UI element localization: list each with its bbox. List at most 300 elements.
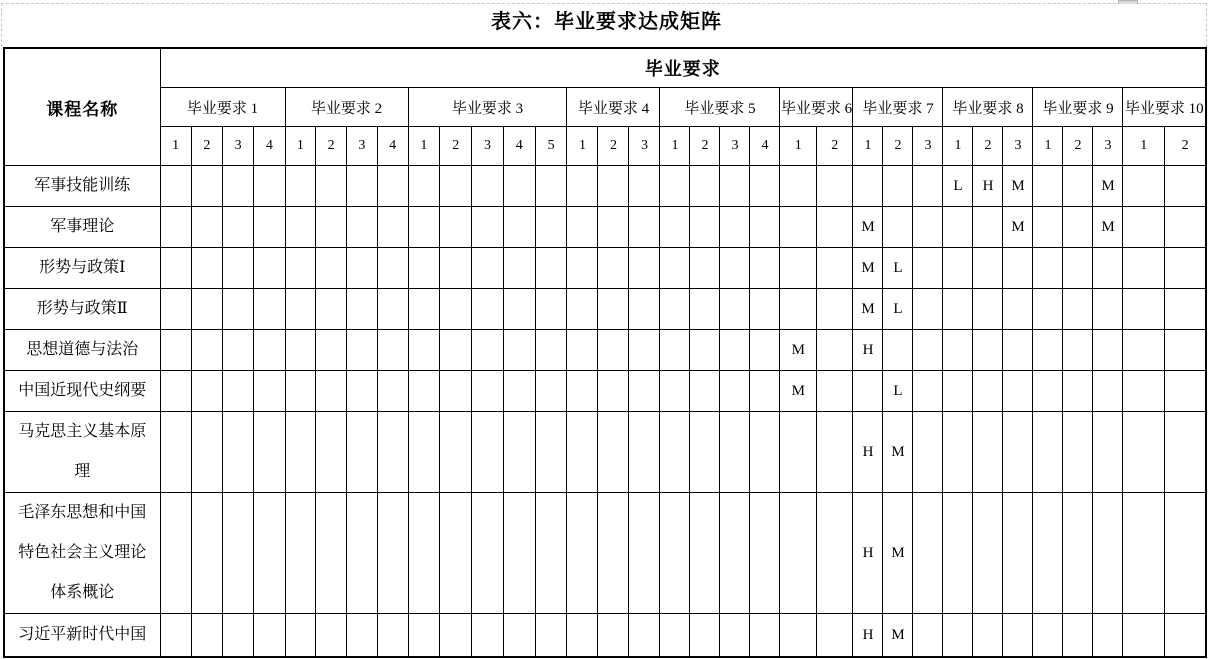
matrix-cell bbox=[408, 412, 440, 493]
matrix-cell bbox=[750, 412, 780, 493]
matrix-cell bbox=[660, 166, 690, 207]
matrix-cell bbox=[1003, 371, 1033, 412]
matrix-cell bbox=[440, 289, 472, 330]
matrix-cell bbox=[535, 207, 567, 248]
matrix-cell bbox=[440, 493, 472, 614]
matrix-cell bbox=[913, 614, 943, 658]
requirement-subindex-header-3-1: 1 bbox=[408, 127, 440, 166]
matrix-cell bbox=[973, 207, 1003, 248]
matrix-cell bbox=[1003, 330, 1033, 371]
matrix-cell bbox=[285, 289, 316, 330]
requirement-subindex-header-6-1: 1 bbox=[780, 127, 817, 166]
matrix-cell bbox=[629, 330, 660, 371]
matrix-cell bbox=[254, 166, 285, 207]
requirement-group-header-7: 毕业要求 7 bbox=[853, 88, 943, 127]
matrix-cell bbox=[567, 207, 598, 248]
matrix-cell bbox=[191, 289, 222, 330]
course-name-cell: 马克思主义基本原理 bbox=[4, 412, 160, 493]
course-row bbox=[4, 330, 1206, 371]
matrix-cell bbox=[690, 371, 720, 412]
matrix-cell bbox=[690, 493, 720, 614]
matrix-cell bbox=[408, 614, 440, 658]
matrix-cell bbox=[1033, 493, 1063, 614]
matrix-cell bbox=[973, 412, 1003, 493]
matrix-cell bbox=[285, 330, 316, 371]
matrix-cell bbox=[913, 493, 943, 614]
matrix-cell bbox=[472, 614, 504, 658]
matrix-cell bbox=[503, 614, 535, 658]
matrix-cell bbox=[285, 412, 316, 493]
matrix-cell bbox=[440, 330, 472, 371]
matrix-cell bbox=[472, 493, 504, 614]
matrix-cell bbox=[285, 493, 316, 614]
matrix-cell bbox=[223, 412, 254, 493]
matrix-cell bbox=[408, 166, 440, 207]
matrix-cell bbox=[408, 493, 440, 614]
course-row bbox=[4, 248, 1206, 289]
matrix-cell bbox=[720, 289, 750, 330]
course-name-cell: 形势与政策Ⅱ bbox=[4, 289, 160, 330]
achievement-level-cell: M bbox=[883, 614, 913, 658]
matrix-cell bbox=[629, 289, 660, 330]
requirement-group-header-3: 毕业要求 3 bbox=[408, 88, 567, 127]
matrix-cell bbox=[750, 330, 780, 371]
matrix-cell bbox=[943, 330, 973, 371]
matrix-cell bbox=[191, 166, 222, 207]
matrix-cell bbox=[223, 614, 254, 658]
requirement-group-header-4: 毕业要求 4 bbox=[567, 88, 660, 127]
matrix-cell bbox=[503, 248, 535, 289]
matrix-cell bbox=[720, 412, 750, 493]
matrix-cell bbox=[347, 614, 378, 658]
requirement-subindex-header-5-3: 3 bbox=[720, 127, 750, 166]
achievement-level-cell: L bbox=[883, 289, 913, 330]
matrix-cell bbox=[535, 493, 567, 614]
matrix-cell bbox=[629, 412, 660, 493]
achievement-level-cell: M bbox=[1093, 166, 1123, 207]
matrix-cell bbox=[690, 412, 720, 493]
matrix-cell bbox=[883, 207, 913, 248]
matrix-cell bbox=[720, 330, 750, 371]
achievement-level-cell: H bbox=[853, 493, 883, 614]
matrix-cell bbox=[408, 330, 440, 371]
matrix-cell bbox=[780, 248, 817, 289]
matrix-cell bbox=[913, 371, 943, 412]
matrix-cell bbox=[1164, 207, 1206, 248]
matrix-cell bbox=[567, 289, 598, 330]
matrix-cell bbox=[1033, 614, 1063, 658]
course-row bbox=[4, 493, 1206, 614]
achievement-level-cell: M bbox=[780, 330, 817, 371]
matrix-cell bbox=[1003, 493, 1033, 614]
matrix-cell bbox=[973, 289, 1003, 330]
matrix-cell bbox=[503, 412, 535, 493]
matrix-cell bbox=[223, 248, 254, 289]
requirement-group-header-5: 毕业要求 5 bbox=[660, 88, 780, 127]
course-row bbox=[4, 166, 1206, 207]
matrix-cell bbox=[254, 371, 285, 412]
matrix-cell bbox=[629, 493, 660, 614]
matrix-cell bbox=[690, 207, 720, 248]
matrix-cell bbox=[377, 412, 408, 493]
matrix-cell bbox=[973, 371, 1003, 412]
matrix-cell bbox=[440, 166, 472, 207]
matrix-cell bbox=[285, 248, 316, 289]
requirement-subindex-header-2-2: 2 bbox=[316, 127, 347, 166]
matrix-cell bbox=[1164, 330, 1206, 371]
matrix-cell bbox=[660, 371, 690, 412]
matrix-cell bbox=[503, 330, 535, 371]
requirement-group-header-9: 毕业要求 9 bbox=[1033, 88, 1123, 127]
requirement-subindex-header-2-4: 4 bbox=[377, 127, 408, 166]
course-name-cell: 思想道德与法治 bbox=[4, 330, 160, 371]
matrix-cell bbox=[913, 166, 943, 207]
graduation-requirements-header: 毕业要求 bbox=[160, 48, 1206, 88]
matrix-cell bbox=[503, 493, 535, 614]
matrix-cell bbox=[816, 493, 853, 614]
matrix-cell bbox=[1063, 166, 1093, 207]
matrix-cell bbox=[816, 248, 853, 289]
matrix-cell bbox=[223, 493, 254, 614]
matrix-cell bbox=[1164, 371, 1206, 412]
matrix-cell bbox=[660, 412, 690, 493]
matrix-cell bbox=[408, 248, 440, 289]
matrix-cell bbox=[816, 614, 853, 658]
matrix-cell bbox=[347, 248, 378, 289]
matrix-cell bbox=[503, 371, 535, 412]
requirement-subindex-header-5-4: 4 bbox=[750, 127, 780, 166]
matrix-cell bbox=[598, 166, 629, 207]
matrix-cell bbox=[660, 289, 690, 330]
requirement-subindex-header-5-2: 2 bbox=[690, 127, 720, 166]
matrix-cell bbox=[160, 289, 191, 330]
achievement-level-cell: M bbox=[1093, 207, 1123, 248]
matrix-cell bbox=[1123, 248, 1165, 289]
requirement-subindex-header-3-2: 2 bbox=[440, 127, 472, 166]
matrix-cell bbox=[720, 207, 750, 248]
matrix-cell bbox=[1093, 493, 1123, 614]
matrix-cell bbox=[1164, 289, 1206, 330]
matrix-cell bbox=[503, 289, 535, 330]
matrix-cell bbox=[750, 614, 780, 658]
matrix-cell bbox=[347, 371, 378, 412]
matrix-cell bbox=[816, 330, 853, 371]
course-name-cell: 形势与政策Ⅰ bbox=[4, 248, 160, 289]
matrix-cell bbox=[503, 207, 535, 248]
requirement-subindex-header-1-3: 3 bbox=[223, 127, 254, 166]
matrix-cell bbox=[316, 166, 347, 207]
matrix-cell bbox=[913, 412, 943, 493]
course-row bbox=[4, 289, 1206, 330]
requirement-subindex-header-8-3: 3 bbox=[1003, 127, 1033, 166]
requirement-subindex-header-9-3: 3 bbox=[1093, 127, 1123, 166]
matrix-cell bbox=[535, 614, 567, 658]
matrix-cell bbox=[377, 493, 408, 614]
matrix-cell bbox=[598, 493, 629, 614]
requirement-subindex-header-5-1: 1 bbox=[660, 127, 690, 166]
matrix-cell bbox=[1123, 166, 1165, 207]
matrix-cell bbox=[1164, 493, 1206, 614]
matrix-cell bbox=[254, 493, 285, 614]
course-row bbox=[4, 207, 1206, 248]
matrix-cell bbox=[191, 412, 222, 493]
matrix-cell bbox=[1093, 330, 1123, 371]
matrix-cell bbox=[1123, 207, 1165, 248]
matrix-cell bbox=[598, 330, 629, 371]
matrix-cell bbox=[943, 248, 973, 289]
matrix-cell bbox=[377, 207, 408, 248]
achievement-level-cell: M bbox=[1003, 166, 1033, 207]
matrix-cell bbox=[943, 207, 973, 248]
matrix-cell bbox=[1123, 330, 1165, 371]
matrix-cell bbox=[223, 330, 254, 371]
matrix-cell bbox=[191, 207, 222, 248]
matrix-cell bbox=[750, 371, 780, 412]
matrix-cell bbox=[472, 207, 504, 248]
matrix-cell bbox=[316, 493, 347, 614]
requirement-group-header-10: 毕业要求 10 bbox=[1123, 88, 1206, 127]
achievement-level-cell: L bbox=[943, 166, 973, 207]
matrix-cell bbox=[1123, 412, 1165, 493]
requirement-subindex-header-1-1: 1 bbox=[160, 127, 191, 166]
matrix-cell bbox=[472, 412, 504, 493]
matrix-cell bbox=[1093, 412, 1123, 493]
matrix-cell bbox=[285, 371, 316, 412]
requirement-subindex-header-4-3: 3 bbox=[629, 127, 660, 166]
matrix-cell bbox=[750, 493, 780, 614]
matrix-cell bbox=[503, 166, 535, 207]
requirement-subindex-header-1-4: 4 bbox=[254, 127, 285, 166]
matrix-cell bbox=[472, 166, 504, 207]
matrix-cell bbox=[780, 207, 817, 248]
matrix-cell bbox=[1063, 493, 1093, 614]
matrix-cell bbox=[1003, 248, 1033, 289]
matrix-cell bbox=[973, 614, 1003, 658]
matrix-cell bbox=[720, 371, 750, 412]
requirement-subindex-header-10-1: 1 bbox=[1123, 127, 1165, 166]
matrix-cell bbox=[316, 289, 347, 330]
matrix-cell bbox=[223, 371, 254, 412]
matrix-cell bbox=[973, 330, 1003, 371]
achievement-level-cell: M bbox=[853, 289, 883, 330]
matrix-cell bbox=[1063, 330, 1093, 371]
matrix-cell bbox=[191, 330, 222, 371]
matrix-cell bbox=[1164, 614, 1206, 658]
matrix-cell bbox=[408, 207, 440, 248]
matrix-cell bbox=[973, 248, 1003, 289]
matrix-cell bbox=[598, 289, 629, 330]
matrix-cell bbox=[535, 289, 567, 330]
matrix-cell bbox=[254, 207, 285, 248]
achievement-level-cell: M bbox=[883, 412, 913, 493]
matrix-cell bbox=[1123, 614, 1165, 658]
requirement-subindex-header-10-2: 2 bbox=[1164, 127, 1206, 166]
matrix-cell bbox=[316, 614, 347, 658]
achievement-level-cell: H bbox=[973, 166, 1003, 207]
matrix-cell bbox=[535, 330, 567, 371]
matrix-cell bbox=[943, 493, 973, 614]
matrix-cell bbox=[853, 166, 883, 207]
matrix-cell bbox=[690, 289, 720, 330]
matrix-cell bbox=[629, 614, 660, 658]
requirement-subindex-header-6-2: 2 bbox=[816, 127, 853, 166]
matrix-cell bbox=[377, 248, 408, 289]
requirement-group-header-6: 毕业要求 6 bbox=[780, 88, 853, 127]
matrix-cell bbox=[1093, 248, 1123, 289]
achievement-level-cell: L bbox=[883, 248, 913, 289]
matrix-cell bbox=[690, 330, 720, 371]
achievement-level-cell: M bbox=[780, 371, 817, 412]
matrix-cell bbox=[690, 614, 720, 658]
matrix-cell bbox=[347, 493, 378, 614]
matrix-cell bbox=[316, 207, 347, 248]
matrix-cell bbox=[408, 289, 440, 330]
matrix-cell bbox=[377, 371, 408, 412]
matrix-cell bbox=[408, 371, 440, 412]
matrix-cell bbox=[316, 248, 347, 289]
matrix-cell bbox=[160, 330, 191, 371]
matrix-cell bbox=[816, 166, 853, 207]
matrix-cell bbox=[720, 493, 750, 614]
matrix-cell bbox=[1003, 289, 1033, 330]
matrix-cell bbox=[347, 207, 378, 248]
matrix-cell bbox=[377, 330, 408, 371]
matrix-cell bbox=[160, 207, 191, 248]
matrix-cell bbox=[1123, 371, 1165, 412]
matrix-cell bbox=[254, 614, 285, 658]
achievement-level-cell: H bbox=[853, 330, 883, 371]
matrix-cell bbox=[1093, 289, 1123, 330]
matrix-cell bbox=[1164, 166, 1206, 207]
course-row bbox=[4, 412, 1206, 493]
matrix-cell bbox=[1063, 207, 1093, 248]
matrix-cell bbox=[690, 248, 720, 289]
matrix-cell bbox=[816, 207, 853, 248]
matrix-cell bbox=[913, 330, 943, 371]
matrix-cell bbox=[660, 493, 690, 614]
matrix-cell bbox=[913, 248, 943, 289]
matrix-cell bbox=[913, 289, 943, 330]
matrix-cell bbox=[347, 412, 378, 493]
requirement-subindex-header-7-1: 1 bbox=[853, 127, 883, 166]
matrix-cell bbox=[567, 166, 598, 207]
matrix-cell bbox=[440, 614, 472, 658]
matrix-cell bbox=[883, 330, 913, 371]
course-name-cell: 军事理论 bbox=[4, 207, 160, 248]
matrix-cell bbox=[816, 371, 853, 412]
requirement-subindex-header-8-1: 1 bbox=[943, 127, 973, 166]
matrix-cell bbox=[160, 412, 191, 493]
matrix-cell bbox=[780, 289, 817, 330]
matrix-cell bbox=[191, 371, 222, 412]
matrix-cell bbox=[567, 248, 598, 289]
requirement-subindex-header-2-1: 1 bbox=[285, 127, 316, 166]
matrix-cell bbox=[750, 166, 780, 207]
matrix-cell bbox=[472, 371, 504, 412]
matrix-cell bbox=[535, 412, 567, 493]
matrix-cell bbox=[472, 289, 504, 330]
requirement-subindex-header-7-3: 3 bbox=[913, 127, 943, 166]
matrix-cell bbox=[254, 330, 285, 371]
requirement-subindex-header-4-1: 1 bbox=[567, 127, 598, 166]
matrix-cell bbox=[1033, 330, 1063, 371]
matrix-cell bbox=[780, 614, 817, 658]
matrix-cell bbox=[377, 166, 408, 207]
matrix-cell bbox=[254, 289, 285, 330]
matrix-cell bbox=[1033, 207, 1063, 248]
matrix-cell bbox=[535, 166, 567, 207]
matrix-cell bbox=[535, 371, 567, 412]
matrix-cell bbox=[316, 371, 347, 412]
matrix-cell bbox=[690, 166, 720, 207]
requirement-group-header-8: 毕业要求 8 bbox=[943, 88, 1033, 127]
matrix-cell bbox=[1063, 412, 1093, 493]
matrix-cell bbox=[1123, 289, 1165, 330]
matrix-cell bbox=[1033, 289, 1063, 330]
matrix-cell bbox=[943, 614, 973, 658]
matrix-cell bbox=[1093, 371, 1123, 412]
graduation-requirements-matrix-table bbox=[3, 47, 1207, 658]
requirement-subindex-header-9-1: 1 bbox=[1033, 127, 1063, 166]
matrix-cell bbox=[750, 289, 780, 330]
matrix-cell bbox=[191, 493, 222, 614]
matrix-cell bbox=[191, 614, 222, 658]
matrix-cell bbox=[160, 371, 191, 412]
matrix-cell bbox=[347, 289, 378, 330]
matrix-cell bbox=[191, 248, 222, 289]
matrix-cell bbox=[223, 207, 254, 248]
table-title: 表六：毕业要求达成矩阵 bbox=[491, 11, 722, 33]
course-row bbox=[4, 614, 1206, 658]
matrix-cell bbox=[1033, 371, 1063, 412]
matrix-cell bbox=[316, 330, 347, 371]
matrix-cell bbox=[316, 412, 347, 493]
matrix-cell bbox=[816, 289, 853, 330]
matrix-cell bbox=[160, 614, 191, 658]
matrix-cell bbox=[943, 371, 973, 412]
matrix-cell bbox=[913, 207, 943, 248]
course-name-cell: 中国近现代史纲要 bbox=[4, 371, 160, 412]
matrix-cell bbox=[347, 330, 378, 371]
matrix-cell bbox=[853, 371, 883, 412]
matrix-cell bbox=[816, 412, 853, 493]
matrix-cell bbox=[1063, 248, 1093, 289]
matrix-cell bbox=[567, 614, 598, 658]
matrix-cell bbox=[285, 166, 316, 207]
requirement-group-header-2: 毕业要求 2 bbox=[285, 88, 408, 127]
requirement-subindex-header-8-2: 2 bbox=[973, 127, 1003, 166]
requirement-subindex-header-3-4: 4 bbox=[503, 127, 535, 166]
matrix-cell bbox=[160, 248, 191, 289]
matrix-cell bbox=[567, 493, 598, 614]
matrix-cell bbox=[1003, 412, 1033, 493]
matrix-cell bbox=[660, 207, 690, 248]
matrix-cell bbox=[780, 166, 817, 207]
requirement-subindex-header-2-3: 3 bbox=[347, 127, 378, 166]
matrix-cell bbox=[629, 166, 660, 207]
matrix-cell bbox=[1164, 248, 1206, 289]
matrix-cell bbox=[720, 248, 750, 289]
matrix-cell bbox=[598, 614, 629, 658]
course-name-cell: 毛泽东思想和中国特色社会主义理论体系概论 bbox=[4, 493, 160, 614]
matrix-cell bbox=[780, 493, 817, 614]
matrix-cell bbox=[440, 248, 472, 289]
matrix-cell bbox=[285, 614, 316, 658]
matrix-cell bbox=[440, 412, 472, 493]
matrix-cell bbox=[440, 207, 472, 248]
matrix-cell bbox=[1033, 412, 1063, 493]
requirement-subindex-header-3-5: 5 bbox=[535, 127, 567, 166]
